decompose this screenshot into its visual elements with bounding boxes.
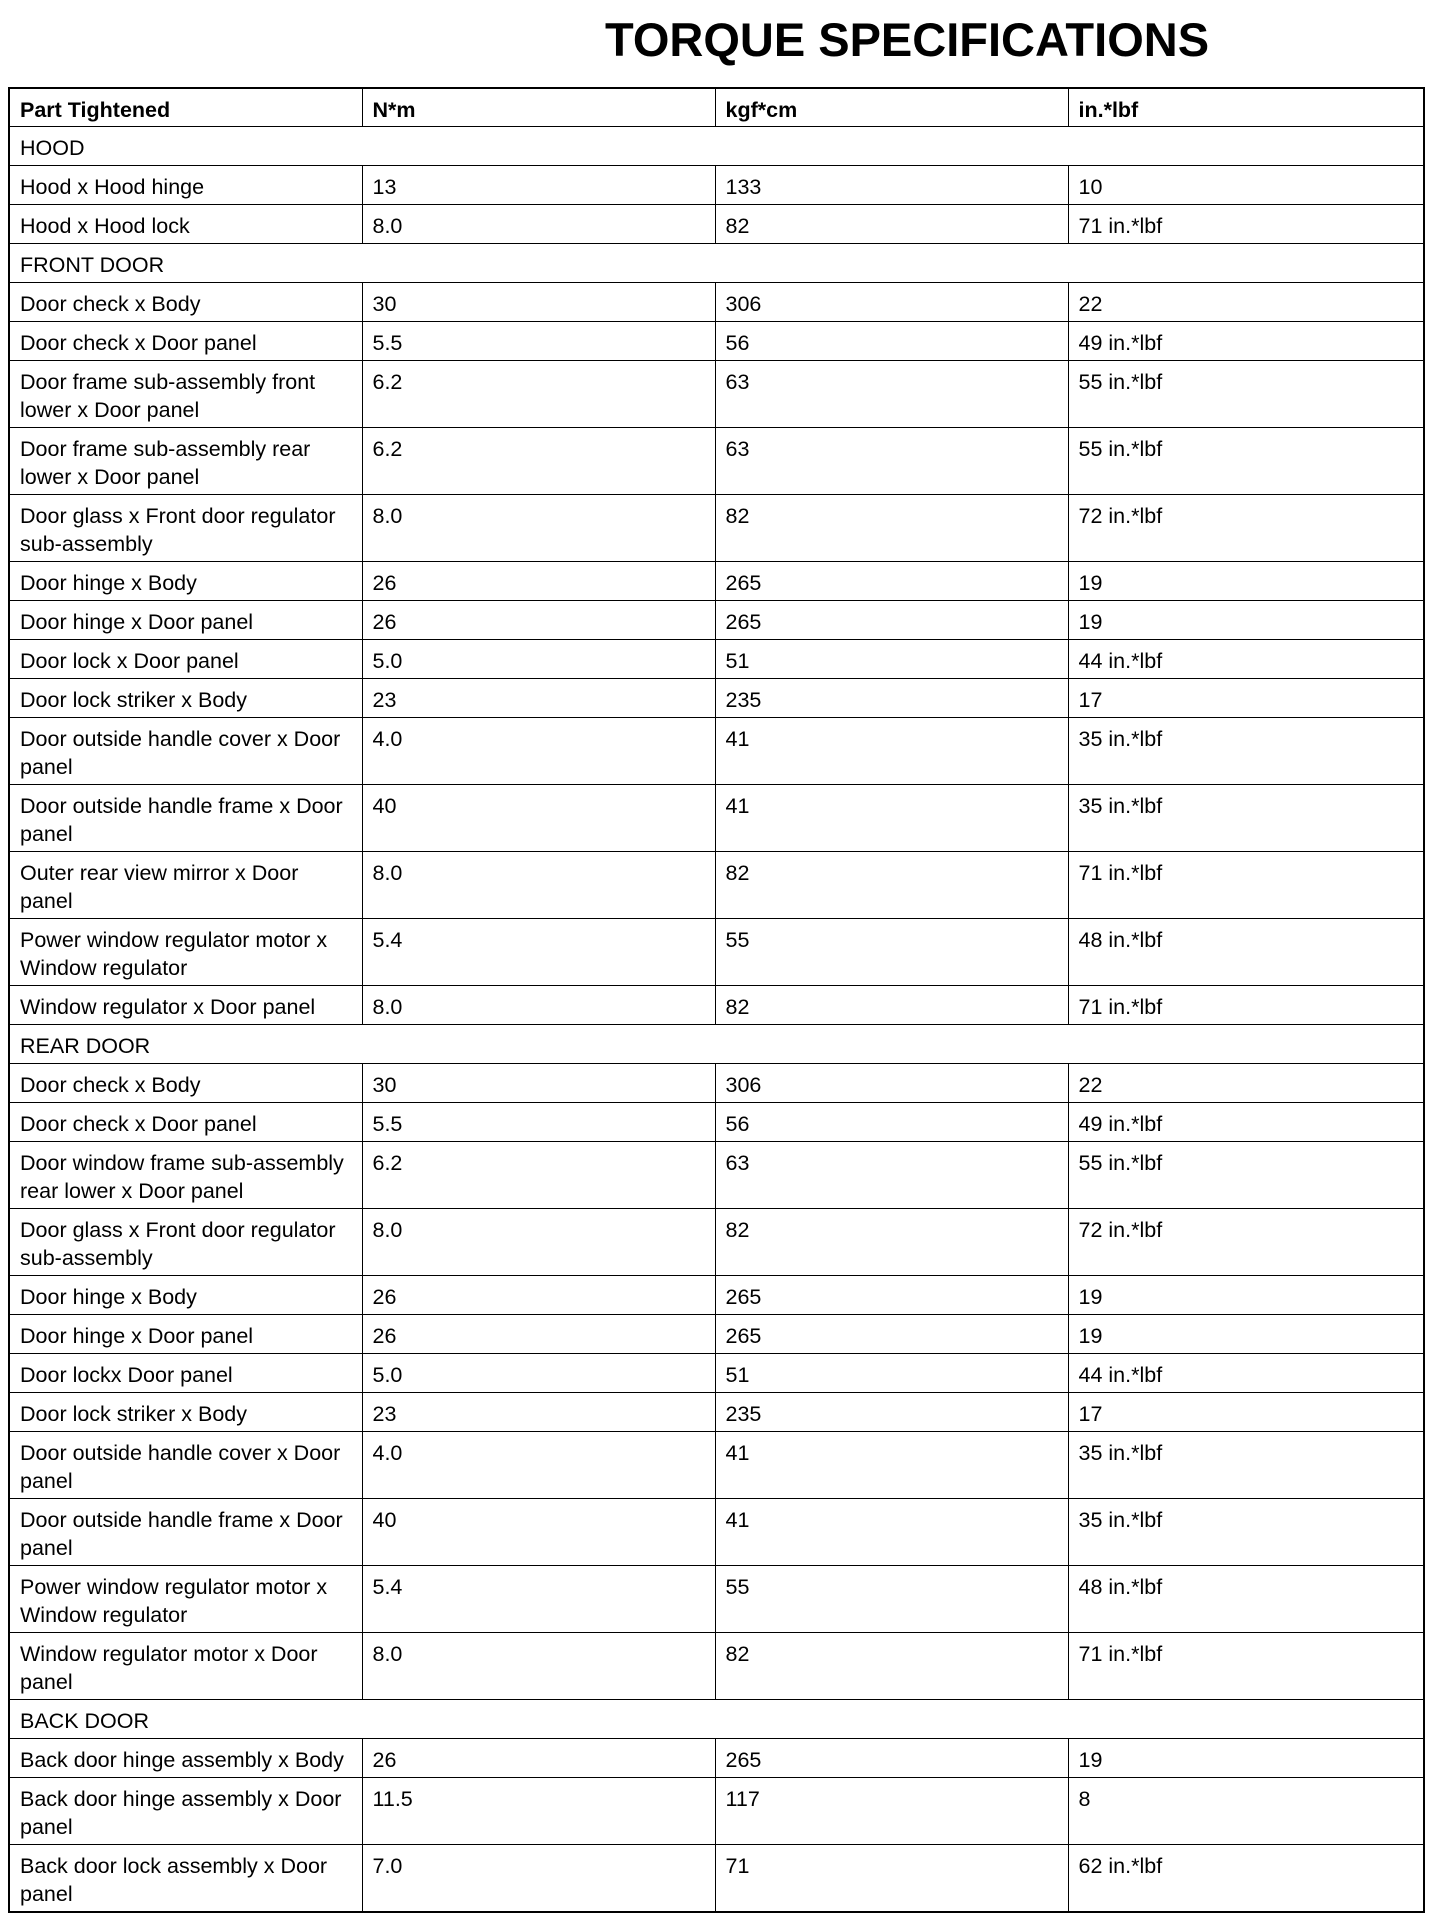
cell-n-m: 5.5 xyxy=(362,1103,715,1142)
section-row xyxy=(9,244,1424,283)
cell-kgf-cm: 71 xyxy=(715,1845,1068,1913)
cell-part-tightened: Door frame sub-assembly front lower x Door panel xyxy=(9,361,362,428)
table-row xyxy=(9,679,1424,718)
cell-part-tightened: Door lock striker x Body xyxy=(9,1393,362,1432)
cell-n-m: 26 xyxy=(362,1739,715,1778)
cell-n-m: 30 xyxy=(362,1064,715,1103)
cell-kgf-cm: 265 xyxy=(715,562,1068,601)
cell-kgf-cm: 265 xyxy=(715,601,1068,640)
cell-in-lbf: 71 in.*lbf xyxy=(1068,852,1424,919)
cell-kgf-cm: 41 xyxy=(715,1432,1068,1499)
cell-n-m: 6.2 xyxy=(362,428,715,495)
cell-in-lbf: 44 in.*lbf xyxy=(1068,1354,1424,1393)
cell-part-tightened: Power window regulator motor x Window regulator xyxy=(9,1566,362,1633)
cell-in-lbf: 55 in.*lbf xyxy=(1068,428,1424,495)
table-row xyxy=(9,1499,1424,1566)
column-header-in-lbf: in.*lbf xyxy=(1068,88,1424,127)
cell-part-tightened: Back door lock assembly x Door panel xyxy=(9,1845,362,1913)
cell-in-lbf: 10 xyxy=(1068,166,1424,205)
table-row xyxy=(9,852,1424,919)
cell-part-tightened: Door check x Body xyxy=(9,1064,362,1103)
table-row xyxy=(9,601,1424,640)
cell-kgf-cm: 63 xyxy=(715,361,1068,428)
cell-n-m: 11.5 xyxy=(362,1778,715,1845)
cell-in-lbf: 35 in.*lbf xyxy=(1068,785,1424,852)
cell-in-lbf: 49 in.*lbf xyxy=(1068,1103,1424,1142)
cell-part-tightened: Power window regulator motor x Window regulator xyxy=(9,919,362,986)
cell-in-lbf: 48 in.*lbf xyxy=(1068,919,1424,986)
section-row xyxy=(9,1025,1424,1064)
table-row xyxy=(9,322,1424,361)
cell-kgf-cm: 82 xyxy=(715,205,1068,244)
cell-n-m: 6.2 xyxy=(362,361,715,428)
cell-part-tightened: Outer rear view mirror x Door panel xyxy=(9,852,362,919)
cell-kgf-cm: 51 xyxy=(715,640,1068,679)
table-row xyxy=(9,361,1424,428)
table-row xyxy=(9,986,1424,1025)
cell-part-tightened: Door glass x Front door regulator sub-assembly xyxy=(9,495,362,562)
column-header-kgf-cm: kgf*cm xyxy=(715,88,1068,127)
cell-part-tightened: Door lockx Door panel xyxy=(9,1354,362,1393)
cell-in-lbf: 19 xyxy=(1068,562,1424,601)
table-row xyxy=(9,205,1424,244)
page-title: TORQUE SPECIFICATIONS xyxy=(604,13,1210,66)
cell-in-lbf: 22 xyxy=(1068,283,1424,322)
table-row xyxy=(9,1566,1424,1633)
cell-kgf-cm: 133 xyxy=(715,166,1068,205)
section-heading: REAR DOOR xyxy=(9,1025,1424,1064)
cell-part-tightened: Door check x Door panel xyxy=(9,1103,362,1142)
cell-part-tightened: Hood x Hood hinge xyxy=(9,166,362,205)
cell-in-lbf: 71 in.*lbf xyxy=(1068,986,1424,1025)
cell-in-lbf: 49 in.*lbf xyxy=(1068,322,1424,361)
cell-n-m: 26 xyxy=(362,601,715,640)
table-row xyxy=(9,495,1424,562)
cell-n-m: 8.0 xyxy=(362,1633,715,1700)
cell-part-tightened: Door frame sub-assembly rear lower x Door panel xyxy=(9,428,362,495)
cell-part-tightened: Door hinge x Door panel xyxy=(9,1315,362,1354)
cell-kgf-cm: 55 xyxy=(715,1566,1068,1633)
cell-part-tightened: Door check x Body xyxy=(9,283,362,322)
table-row xyxy=(9,1393,1424,1432)
cell-n-m: 8.0 xyxy=(362,852,715,919)
table-row xyxy=(9,1315,1424,1354)
cell-kgf-cm: 41 xyxy=(715,1499,1068,1566)
table-header-row xyxy=(9,88,1424,127)
cell-part-tightened: Hood x Hood lock xyxy=(9,205,362,244)
cell-part-tightened: Door outside handle frame x Door panel xyxy=(9,785,362,852)
cell-n-m: 30 xyxy=(362,283,715,322)
table-row xyxy=(9,1633,1424,1700)
cell-part-tightened: Back door hinge assembly x Body xyxy=(9,1739,362,1778)
cell-n-m: 8.0 xyxy=(362,205,715,244)
table-row xyxy=(9,1103,1424,1142)
cell-n-m: 40 xyxy=(362,1499,715,1566)
cell-part-tightened: Door lock x Door panel xyxy=(9,640,362,679)
cell-n-m: 23 xyxy=(362,1393,715,1432)
cell-in-lbf: 71 in.*lbf xyxy=(1068,1633,1424,1700)
cell-n-m: 4.0 xyxy=(362,718,715,785)
cell-in-lbf: 19 xyxy=(1068,1276,1424,1315)
cell-kgf-cm: 63 xyxy=(715,428,1068,495)
cell-n-m: 4.0 xyxy=(362,1432,715,1499)
cell-kgf-cm: 63 xyxy=(715,1142,1068,1209)
cell-in-lbf: 55 in.*lbf xyxy=(1068,1142,1424,1209)
cell-in-lbf: 22 xyxy=(1068,1064,1424,1103)
cell-kgf-cm: 265 xyxy=(715,1739,1068,1778)
cell-in-lbf: 19 xyxy=(1068,1315,1424,1354)
section-heading: BACK DOOR xyxy=(9,1700,1424,1739)
cell-kgf-cm: 82 xyxy=(715,1209,1068,1276)
cell-n-m: 7.0 xyxy=(362,1845,715,1913)
cell-part-tightened: Door check x Door panel xyxy=(9,322,362,361)
cell-in-lbf: 17 xyxy=(1068,679,1424,718)
cell-kgf-cm: 82 xyxy=(715,986,1068,1025)
cell-kgf-cm: 51 xyxy=(715,1354,1068,1393)
table-body xyxy=(9,127,1424,1913)
table-row xyxy=(9,1432,1424,1499)
cell-n-m: 5.5 xyxy=(362,322,715,361)
cell-kgf-cm: 117 xyxy=(715,1778,1068,1845)
section-heading: HOOD xyxy=(9,127,1424,166)
cell-part-tightened: Door hinge x Body xyxy=(9,562,362,601)
torque-spec-table xyxy=(8,87,1425,1913)
cell-n-m: 23 xyxy=(362,679,715,718)
cell-n-m: 5.4 xyxy=(362,1566,715,1633)
cell-in-lbf: 17 xyxy=(1068,1393,1424,1432)
table-row xyxy=(9,640,1424,679)
table-row xyxy=(9,562,1424,601)
cell-in-lbf: 44 in.*lbf xyxy=(1068,640,1424,679)
table-row xyxy=(9,1276,1424,1315)
section-heading: FRONT DOOR xyxy=(9,244,1424,283)
table-row xyxy=(9,1778,1424,1845)
table-row xyxy=(9,283,1424,322)
cell-part-tightened: Door lock striker x Body xyxy=(9,679,362,718)
cell-kgf-cm: 235 xyxy=(715,679,1068,718)
cell-part-tightened: Door outside handle cover x Door panel xyxy=(9,1432,362,1499)
cell-part-tightened: Door outside handle cover x Door panel xyxy=(9,718,362,785)
cell-part-tightened: Door window frame sub-assembly rear lower x Door panel xyxy=(9,1142,362,1209)
cell-kgf-cm: 41 xyxy=(715,785,1068,852)
cell-in-lbf: 55 in.*lbf xyxy=(1068,361,1424,428)
cell-n-m: 8.0 xyxy=(362,495,715,562)
cell-n-m: 5.4 xyxy=(362,919,715,986)
table-row xyxy=(9,428,1424,495)
section-row xyxy=(9,127,1424,166)
cell-kgf-cm: 56 xyxy=(715,1103,1068,1142)
cell-in-lbf: 35 in.*lbf xyxy=(1068,1432,1424,1499)
table-row xyxy=(9,1739,1424,1778)
cell-n-m: 40 xyxy=(362,785,715,852)
cell-n-m: 13 xyxy=(362,166,715,205)
cell-in-lbf: 35 in.*lbf xyxy=(1068,1499,1424,1566)
cell-n-m: 26 xyxy=(362,1315,715,1354)
column-header-part: Part Tightened xyxy=(9,88,362,127)
cell-part-tightened: Door outside handle frame x Door panel xyxy=(9,1499,362,1566)
cell-part-tightened: Door glass x Front door regulator sub-assembly xyxy=(9,1209,362,1276)
table-row xyxy=(9,718,1424,785)
cell-in-lbf: 62 in.*lbf xyxy=(1068,1845,1424,1913)
table-row xyxy=(9,1209,1424,1276)
cell-kgf-cm: 306 xyxy=(715,283,1068,322)
cell-n-m: 26 xyxy=(362,1276,715,1315)
cell-in-lbf: 71 in.*lbf xyxy=(1068,205,1424,244)
cell-kgf-cm: 235 xyxy=(715,1393,1068,1432)
cell-in-lbf: 35 in.*lbf xyxy=(1068,718,1424,785)
cell-in-lbf: 48 in.*lbf xyxy=(1068,1566,1424,1633)
cell-in-lbf: 72 in.*lbf xyxy=(1068,495,1424,562)
table-row xyxy=(9,166,1424,205)
cell-part-tightened: Window regulator motor x Door panel xyxy=(9,1633,362,1700)
cell-n-m: 5.0 xyxy=(362,1354,715,1393)
cell-kgf-cm: 82 xyxy=(715,852,1068,919)
cell-kgf-cm: 55 xyxy=(715,919,1068,986)
table-row xyxy=(9,1845,1424,1913)
cell-part-tightened: Door hinge x Door panel xyxy=(9,601,362,640)
cell-in-lbf: 8 xyxy=(1068,1778,1424,1845)
table-row xyxy=(9,1354,1424,1393)
cell-in-lbf: 72 in.*lbf xyxy=(1068,1209,1424,1276)
cell-n-m: 6.2 xyxy=(362,1142,715,1209)
cell-kgf-cm: 306 xyxy=(715,1064,1068,1103)
table-row xyxy=(9,1142,1424,1209)
cell-kgf-cm: 265 xyxy=(715,1276,1068,1315)
cell-kgf-cm: 41 xyxy=(715,718,1068,785)
cell-part-tightened: Window regulator x Door panel xyxy=(9,986,362,1025)
cell-kgf-cm: 82 xyxy=(715,495,1068,562)
cell-kgf-cm: 265 xyxy=(715,1315,1068,1354)
cell-part-tightened: Back door hinge assembly x Door panel xyxy=(9,1778,362,1845)
cell-n-m: 8.0 xyxy=(362,1209,715,1276)
cell-in-lbf: 19 xyxy=(1068,1739,1424,1778)
cell-kgf-cm: 56 xyxy=(715,322,1068,361)
cell-in-lbf: 19 xyxy=(1068,601,1424,640)
column-header-nm: N*m xyxy=(362,88,715,127)
table-row xyxy=(9,919,1424,986)
cell-kgf-cm: 82 xyxy=(715,1633,1068,1700)
section-row xyxy=(9,1700,1424,1739)
cell-part-tightened: Door hinge x Body xyxy=(9,1276,362,1315)
cell-n-m: 8.0 xyxy=(362,986,715,1025)
table-row xyxy=(9,785,1424,852)
cell-n-m: 5.0 xyxy=(362,640,715,679)
table-row xyxy=(9,1064,1424,1103)
cell-n-m: 26 xyxy=(362,562,715,601)
